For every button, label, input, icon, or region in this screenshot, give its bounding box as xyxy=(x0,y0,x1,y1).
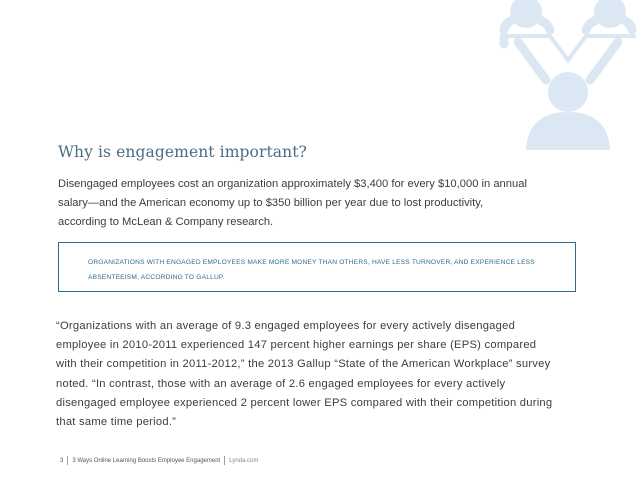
intro-paragraph: Disengaged employees cost an organization approximately $3,400 for every $10,000 in annual salary—and the American economy up to $350 billion per year due to lost productivity, according to McLean & Company research. xyxy=(58,178,527,229)
quote-paragraph: “Organizations with an average of 9.3 engaged employees for every actively disengaged employee in 2010-2011 experienced 147 percent higher earnings per share (EPS) compared with their competition in 2011-2012,” the 2013 Gallup “State of the American Workplace” survey noted. “In contrast, those with an average of 2.6 engaged employees for every actively disengaged employee experienced 2 percent lower EPS compared with their competition during that same time period.” xyxy=(56,320,553,429)
footer-title: 3 Ways Online Learning Boosts Employee Engagement xyxy=(72,457,221,464)
people-network-icon xyxy=(498,0,638,150)
page-number: 3 xyxy=(60,457,64,464)
footer-brand: Lynda.com xyxy=(229,457,259,464)
callout-box xyxy=(58,242,576,292)
footer-divider xyxy=(224,456,225,465)
footer-divider xyxy=(67,456,68,465)
section-heading: Why is engagement important? xyxy=(58,143,307,161)
page-footer xyxy=(60,456,258,465)
callout-text: ORGANIZATIONS WITH ENGAGED EMPLOYEES MAKE MORE MONEY THAN OTHERS, HAVE LESS TURNOVER, AND EXPERIENCE LESS ABSENTEEISM, ACCORDING TO GALLUP. xyxy=(88,259,535,281)
